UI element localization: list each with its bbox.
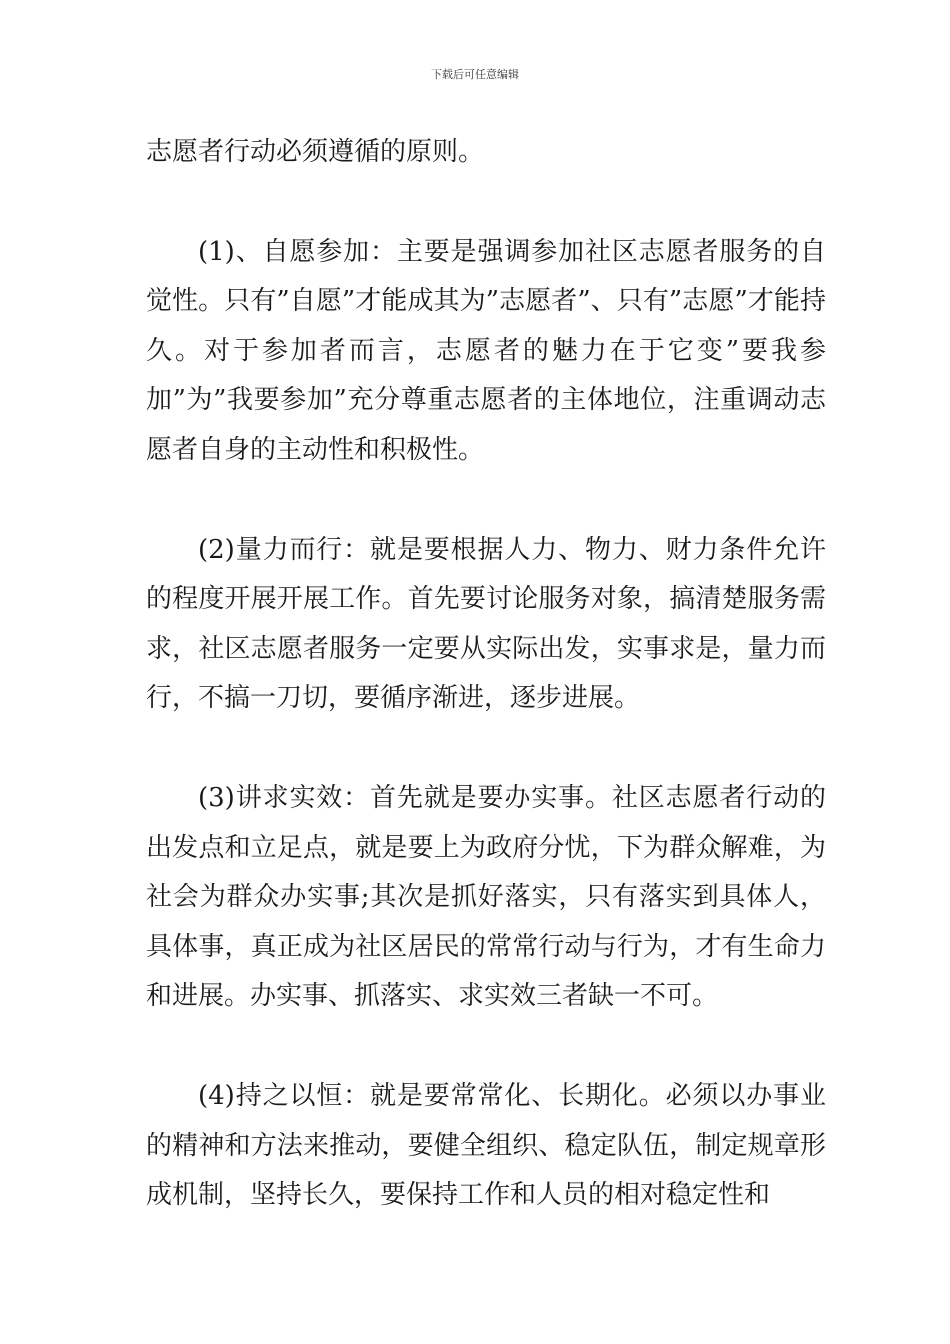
paragraph-principle-2: (2)量力而行：就是要根据人力、物力、财力条件允许的程度开展开展工作。首先要讨论服务对象，搞清楚服务需求，社区志愿者服务一定要从实际出发，实事求是，量力而行，不搞一刀切，要循序渐进，逐步进展。 (146, 534, 826, 714)
document-body (146, 128, 826, 1221)
page-header: 下载后可任意编辑 (431, 68, 519, 81)
paragraph-principle-4: (4)持之以恒：就是要常常化、长期化。必须以办事业的精神和方法来推动，要健全组织、稳定队伍，制定规章形成机制，坚持长久，要保持工作和人员的相对稳定性和 (146, 1080, 826, 1211)
paragraph-principle-1: (1)、自愿参加：主要是强调参加社区志愿者服务的自觉性。只有”自愿”才能成其为”志愿者”、只有”志愿”才能持久。对于参加者而言，志愿者的魅力在于它变”要我参加”为”我要参加”充分尊重志愿者的主体地位，注重调动志愿者自身的主动性和积极性。 (146, 236, 826, 465)
paragraph-principle-3: (3)讲求实效：首先就是要办实事。社区志愿者行动的出发点和立足点，就是要上为政府分忧，下为群众解难，为社会为群众办实事;其次是抓好落实，只有落实到具体人，具体事，真正成为社区居民的常常行动与行为，才有生命力和进展。办实事、抓落实、求实效三者缺一不可。 (146, 782, 826, 1012)
paragraph-intro: 志愿者行动必须遵循的原则。 (146, 137, 485, 167)
